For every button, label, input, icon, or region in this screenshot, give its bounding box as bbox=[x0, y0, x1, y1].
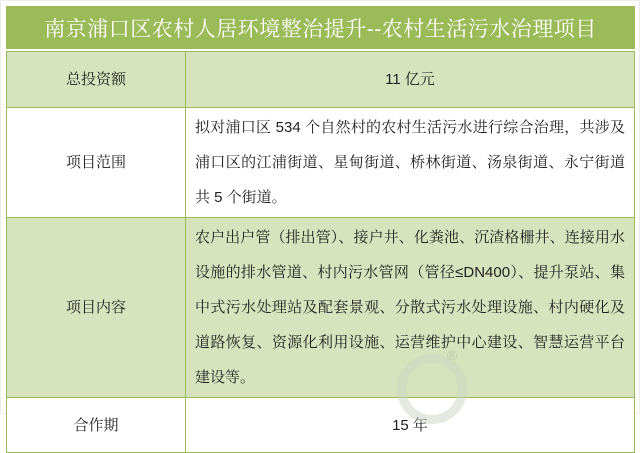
table-row bbox=[7, 52, 635, 108]
row-label-cell: 总投资额 bbox=[7, 52, 186, 108]
table-row bbox=[7, 398, 635, 453]
row-label-cell: 项目内容 bbox=[7, 218, 186, 398]
project-info-table bbox=[6, 51, 635, 453]
table-title-bar bbox=[6, 6, 635, 49]
row-value-cell: 农户出户管（排出管）、接户井、化粪池、沉渣格栅井、连接用水设施的排水管道、村内污水管网（管径≤DN400）、提升泵站、集中式污水处理站及配套景观、分散式污水处理设施、村内硬化及道路恢复、资源化利用设施、运营维护中心建设、智慧运营平台建设等。 bbox=[186, 218, 635, 398]
table-title-text: 南京浦口区农村人居环境整治提升--农村生活污水治理项目 bbox=[44, 17, 597, 41]
row-value-cell: 11 亿元 bbox=[186, 52, 635, 108]
table-row bbox=[7, 218, 635, 398]
row-value-cell: 拟对浦口区 534 个自然村的农村生活污水进行综合治理，共涉及浦口区的江浦街道、星甸街道、桥林街道、汤泉街道、永宁街道共 5 个街道。 bbox=[186, 108, 635, 218]
registered-trademark-icon: ® bbox=[447, 347, 458, 363]
row-value-cell: 15 年 bbox=[186, 398, 635, 453]
row-label-cell: 合作期 bbox=[7, 398, 186, 453]
table-row bbox=[7, 108, 635, 218]
row-label-cell: 项目范围 bbox=[7, 108, 186, 218]
